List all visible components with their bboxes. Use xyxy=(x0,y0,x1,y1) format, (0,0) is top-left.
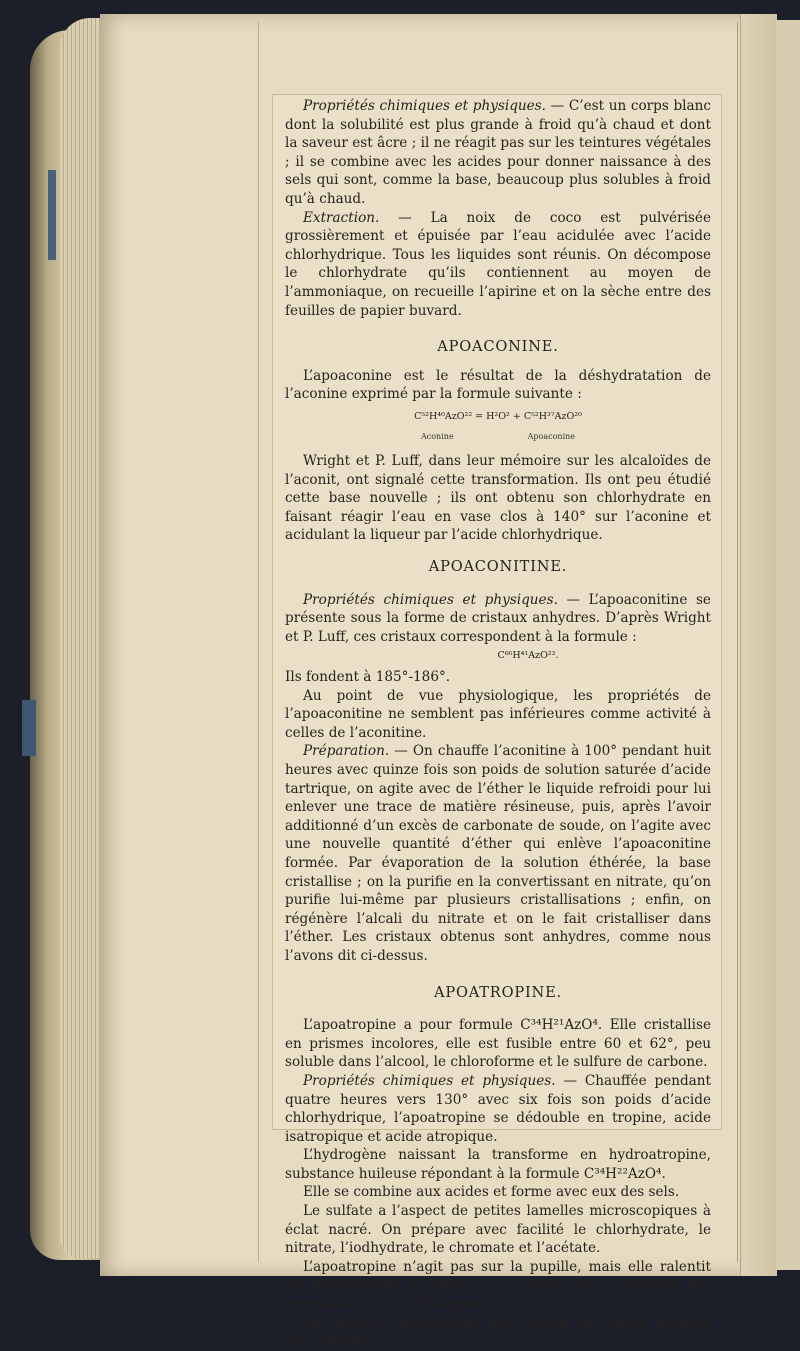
paragraph-extraction xyxy=(285,209,711,321)
paragraph-physiology: Au point de vue physiologique, les propriétés de l’apoaconitine ne semblent pas inférieures comme activité à celles de l’aconitine. xyxy=(285,687,711,741)
paragraph-apoaconine-body: Wright et P. Luff, dans leur mémoire sur les alcaloïdes de l’aconit, ont signalé cette transformation. Ils ont peu étudié cette base nouvelle ; ils ont obtenu son chlorhydrate en faisant réagir l’eau en vase clos à 140° sur l’aconine et acidulant la liqueur par l’acide chlorhydrique. xyxy=(285,453,711,544)
run-in-heading: Préparation. xyxy=(303,743,390,760)
paragraph-text: — Chauffée pendant quatre heures vers 130° avec six fois son poids d’acide chlorhydrique, l’apoatropine se dédouble en tropine, acide isatropique et acide atropique. xyxy=(285,1072,711,1145)
run-in-heading: Propriétés chimiques et physiques. xyxy=(303,1072,556,1089)
paragraph-salts: Elle se combine aux acides et forme avec eux des sels. xyxy=(303,1184,680,1201)
formula-dehydration xyxy=(285,408,711,446)
paragraph-apoaconine-intro: L’apoaconine est le résultat de la déshydratation de l’aconine exprimé par la formule suivante : xyxy=(285,367,711,403)
run-in-heading: Extraction. xyxy=(303,209,380,226)
formula-equation: C⁵²H⁴⁰AzO²² = H²O² + C⁵²H³⁷AzO²⁰ xyxy=(414,410,582,422)
bookmark-tab-upper xyxy=(48,170,56,260)
formula-captions xyxy=(421,428,575,447)
paragraph-apoaconitine-properties xyxy=(285,591,711,647)
paragraph-pupil: L’apoatropine n’agit pas sur la pupille, mais elle ralentit les mouvements du cœur et ; à haute dose, provoque des convulsions caractéristiques. xyxy=(285,1258,711,1313)
section-title-apoatropine: APOATROPINE. xyxy=(434,983,562,1001)
caption-apoaconine: Apoaconine xyxy=(527,431,576,441)
margin-line-left xyxy=(258,22,259,1262)
pasted-text-clipping xyxy=(272,94,722,1350)
formula-column xyxy=(414,408,582,446)
page-right-edge xyxy=(740,14,777,1276)
section-title-apoaconitine: APOACONITINE. xyxy=(428,558,568,576)
formula-apoaconitine: C⁶⁶H⁴¹AzO²². xyxy=(497,650,559,662)
run-in-heading: Propriétés chimiques et physiques. xyxy=(303,591,558,608)
paragraph-apoatropine-properties xyxy=(285,1072,711,1146)
paragraph-properties xyxy=(285,97,711,209)
section-title-apoaconine: APOACONINE. xyxy=(437,338,559,356)
paragraph-text: — L’apoaconitine se présente sous la forme de cristaux anhydres. D’après Wright et P. Luff, ces cristaux correspondent à la formule : xyxy=(285,591,711,645)
paragraph-obtaining: On obtient l’apoatropine par l’action de l’acide nitrique sur l’atropine. xyxy=(285,1314,711,1350)
paragraph-text: — La noix de coco est pulvérisée grossièrement et épuisée par l’eau acidulée avec l’acide chlorhydrique. Tous les liquides sont réunis. On décompose le chlorhydrate qu’ils contiennent au moyen de l’ammoniaque, on recueille l’apirine et on la sèche entre des feuilles de papier buvard. xyxy=(285,209,711,319)
bookmark-tab xyxy=(22,700,36,756)
run-in-heading: Propriétés chimiques et physiques. xyxy=(303,98,547,114)
paragraph-preparation xyxy=(285,742,711,965)
paragraph-text: — C’est un corps blanc dont la solubilité est plus grande à froid qu’à chaud et dont la saveur est âcre ; il ne réagit pas sur les teintures végétales ; il se combine avec les acides pour donner naissance à des sels qui sont, comme la base, beaucoup plus solubles à froid qu’à chaud. xyxy=(285,98,711,207)
next-page-edge xyxy=(776,20,800,1270)
margin-line-right xyxy=(737,22,738,1262)
paragraph-text: — On chauffe l’aconitine à 100° pendant huit heures avec quinze fois son poids de solution saturée d’acide tartrique, on agite avec de l’éther le liquide refroidi pour lui enlever une trace de matière résineuse, puis, après l’avoir additionné d’un excès de carbonate de soude, on l’agite avec une nouvelle quantité d’éther qui enlève l’apoaconitine formée. Par évaporation de la solution éthérée, la base cristallise ; on la purifie en la convertissant en nitrate, qu’on purifie lui-même par plusieurs cristallisations ; enfin, on régénère l’alcali du nitrate et on le fait cristalliser dans l’éther. Les cristaux obtenus sont anhydres, comme nous l’avons dit ci-dessus. xyxy=(285,743,711,964)
paragraph-hydrogen: L’hydrogène naissant la transforme en hydroatropine, substance huileuse répondant à la formule C³⁴H²²AzO⁴. xyxy=(285,1147,711,1182)
paragraph-melting-point: Ils fondent à 185°-186°. xyxy=(285,669,451,686)
caption-aconine: Aconine xyxy=(420,431,454,441)
paragraph-apoatropine-formula: L’apoatropine a pour formule C³⁴H²¹AzO⁴. Elle cristallise en prismes incolores, elle est fusible entre 60 et 62°, peu soluble dans l’alcool, le chloroforme et le sulfure de carbone. xyxy=(285,1017,711,1071)
paragraph-sulfate: Le sulfate a l’aspect de petites lamelles microscopiques à éclat nacré. On prépare avec facilité le chlorhydrate, le nitrate, l’iodhydrate, le chromate et l’acétate. xyxy=(285,1203,711,1257)
